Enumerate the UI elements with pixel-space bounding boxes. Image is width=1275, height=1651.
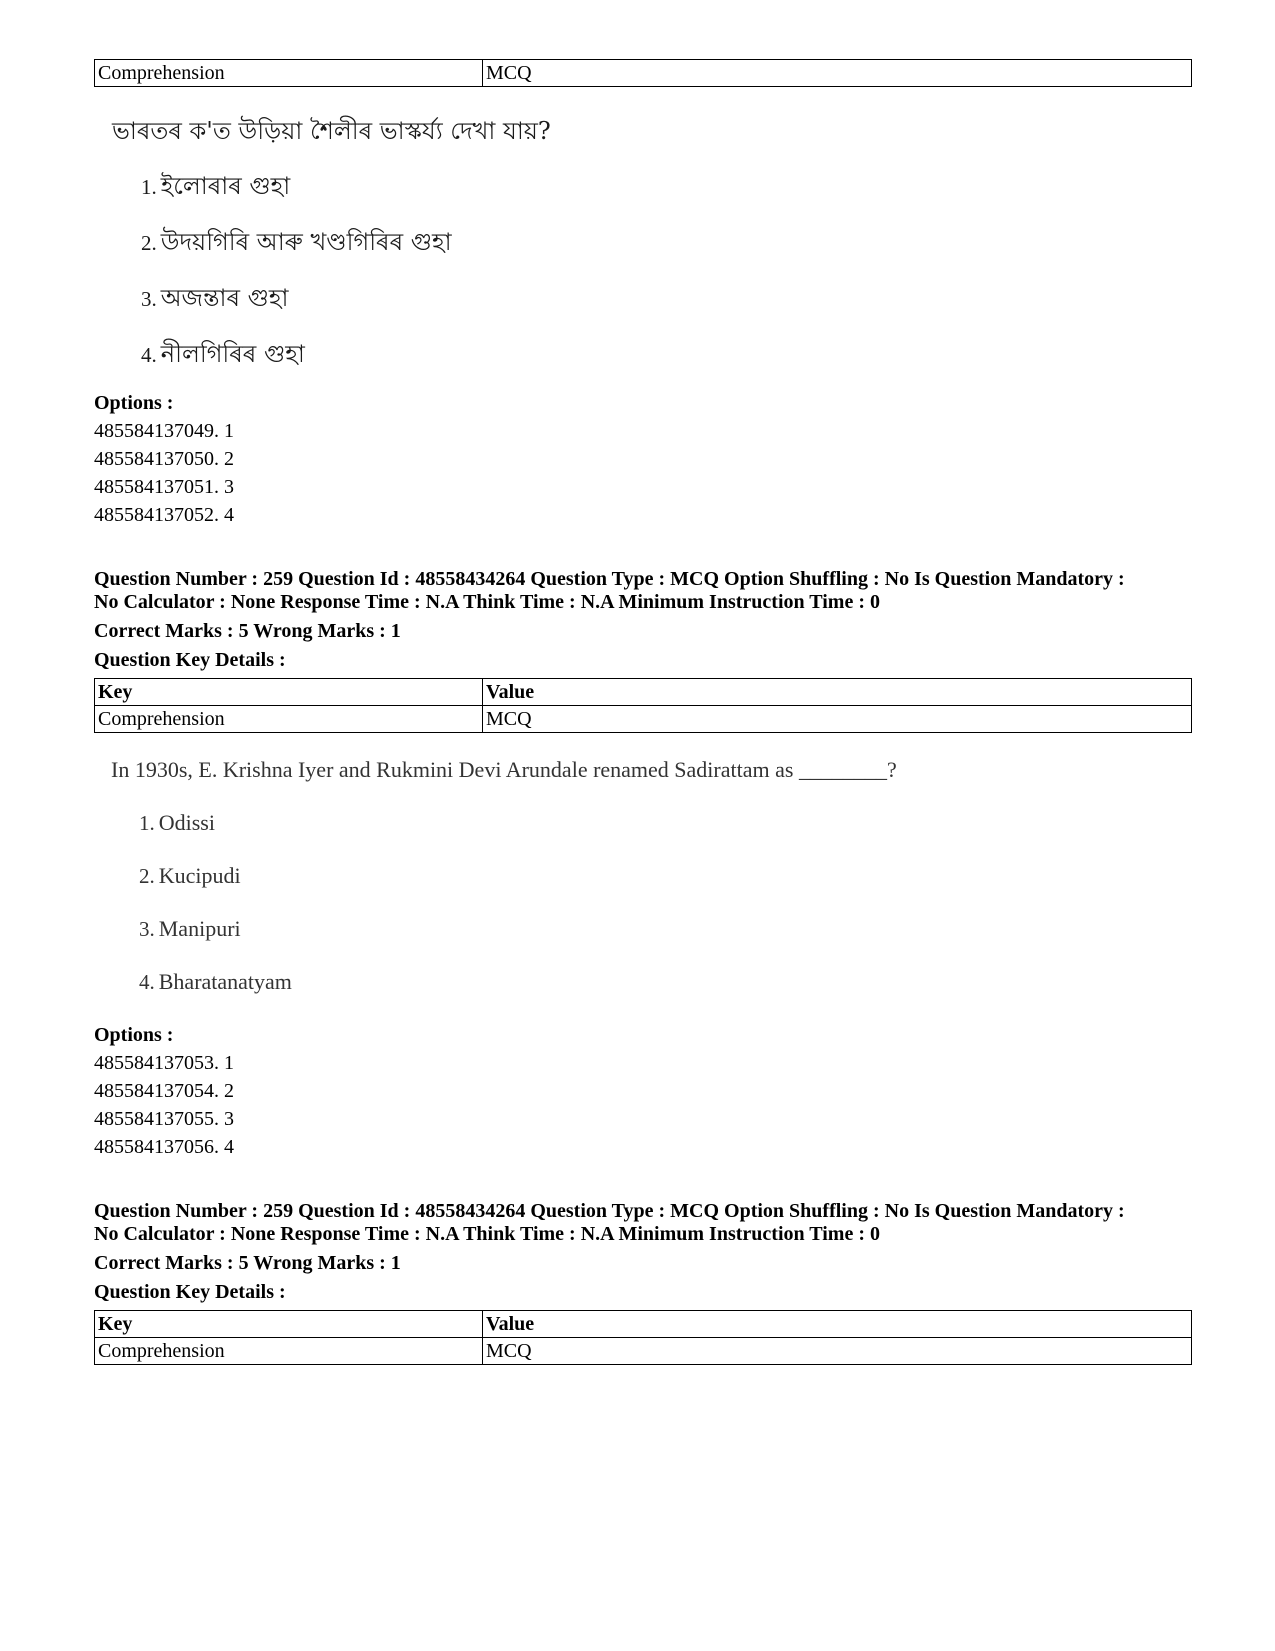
choice-text: Manipuri xyxy=(158,916,241,941)
option-id-1: 485584137049. 1 xyxy=(94,420,234,442)
question-b-choice-4 xyxy=(139,969,292,995)
option-id-4: 485584137052. 4 xyxy=(94,504,234,526)
question-meta xyxy=(94,1200,1204,1246)
option-id-4: 485584137056. 4 xyxy=(94,1136,234,1158)
key-value-table xyxy=(94,1310,1192,1365)
table-header-row xyxy=(95,1311,1192,1338)
choice-number: 4. xyxy=(139,970,155,994)
marks-line: Correct Marks : 5 Wrong Marks : 1 xyxy=(94,1252,401,1274)
key-value-table xyxy=(94,678,1192,733)
option-id-2: 485584137050. 2 xyxy=(94,448,234,470)
table-cell-value: MCQ xyxy=(483,706,1192,733)
table-row xyxy=(95,706,1192,733)
choice-number: 3. xyxy=(139,917,155,941)
option-id-2: 485584137054. 2 xyxy=(94,1080,234,1102)
marks-line: Correct Marks : 5 Wrong Marks : 1 xyxy=(94,620,401,642)
question-meta xyxy=(94,568,1204,614)
table-row xyxy=(95,1338,1192,1365)
choice-text: উদয়গিৰি আৰু খণ্ডগিৰিৰ গুহা xyxy=(160,228,452,256)
key-details-label: Question Key Details : xyxy=(94,649,286,671)
question-meta-line-1: Question Number : 259 Question Id : 48558434264 Question Type : MCQ Option Shuffling : No Is Question Mandatory : xyxy=(94,568,1125,590)
table-cell-value: MCQ xyxy=(483,1338,1192,1365)
table-cell-key: Comprehension xyxy=(95,1338,483,1365)
choice-number: 3. xyxy=(141,287,157,311)
question-meta-line-2: No Calculator : None Response Time : N.A Think Time : N.A Minimum Instruction Time : 0 xyxy=(94,591,880,613)
choice-number: 2. xyxy=(141,231,157,255)
table-header-key: Key xyxy=(95,679,483,706)
option-id-1: 485584137053. 1 xyxy=(94,1052,234,1074)
option-id-3: 485584137051. 3 xyxy=(94,476,234,498)
question-a-text: ভাৰতৰ ক'ত উড়িয়া শৈলীৰ ভাস্কৰ্য্য দেখা যায়? xyxy=(112,117,551,145)
choice-number: 4. xyxy=(141,343,157,367)
choice-text: Kucipudi xyxy=(158,863,241,888)
question-a-choice-2 xyxy=(141,224,452,264)
question-a-choice-3 xyxy=(141,280,289,320)
choice-number: 2. xyxy=(139,864,155,888)
choice-text: অজন্তাৰ গুহা xyxy=(160,284,289,312)
table-cell-key: Comprehension xyxy=(95,60,483,87)
table-cell-value: MCQ xyxy=(483,60,1192,87)
top-key-table xyxy=(94,59,1192,87)
question-meta-line-2: No Calculator : None Response Time : N.A Think Time : N.A Minimum Instruction Time : 0 xyxy=(94,1223,880,1245)
question-a-choice-1 xyxy=(141,168,290,208)
key-details-label: Question Key Details : xyxy=(94,1281,286,1303)
option-id-3: 485584137055. 3 xyxy=(94,1108,234,1130)
question-a-choice-4 xyxy=(141,336,305,376)
choice-text: ইলোৰাৰ গুহা xyxy=(160,172,291,200)
choice-number: 1. xyxy=(141,175,157,199)
options-label: Options : xyxy=(94,1024,174,1046)
choice-text: Odissi xyxy=(158,810,215,835)
choice-text: নীলগিৰিৰ গুহা xyxy=(160,340,305,368)
options-label: Options : xyxy=(94,392,174,414)
table-row xyxy=(95,60,1192,87)
choice-text: Bharatanatyam xyxy=(158,969,292,994)
choice-number: 1. xyxy=(139,811,155,835)
question-b-choice-3 xyxy=(139,916,241,942)
question-meta-line-1: Question Number : 259 Question Id : 48558434264 Question Type : MCQ Option Shuffling : No Is Question Mandatory : xyxy=(94,1200,1125,1222)
table-header-row xyxy=(95,679,1192,706)
question-b-choice-1 xyxy=(139,810,215,836)
table-header-value: Value xyxy=(483,1311,1192,1338)
table-cell-key: Comprehension xyxy=(95,706,483,733)
question-b-text: In 1930s, E. Krishna Iyer and Rukmini Devi Arundale renamed Sadirattam as ________? xyxy=(111,757,897,782)
table-header-key: Key xyxy=(95,1311,483,1338)
table-header-value: Value xyxy=(483,679,1192,706)
question-b-choice-2 xyxy=(139,863,241,889)
